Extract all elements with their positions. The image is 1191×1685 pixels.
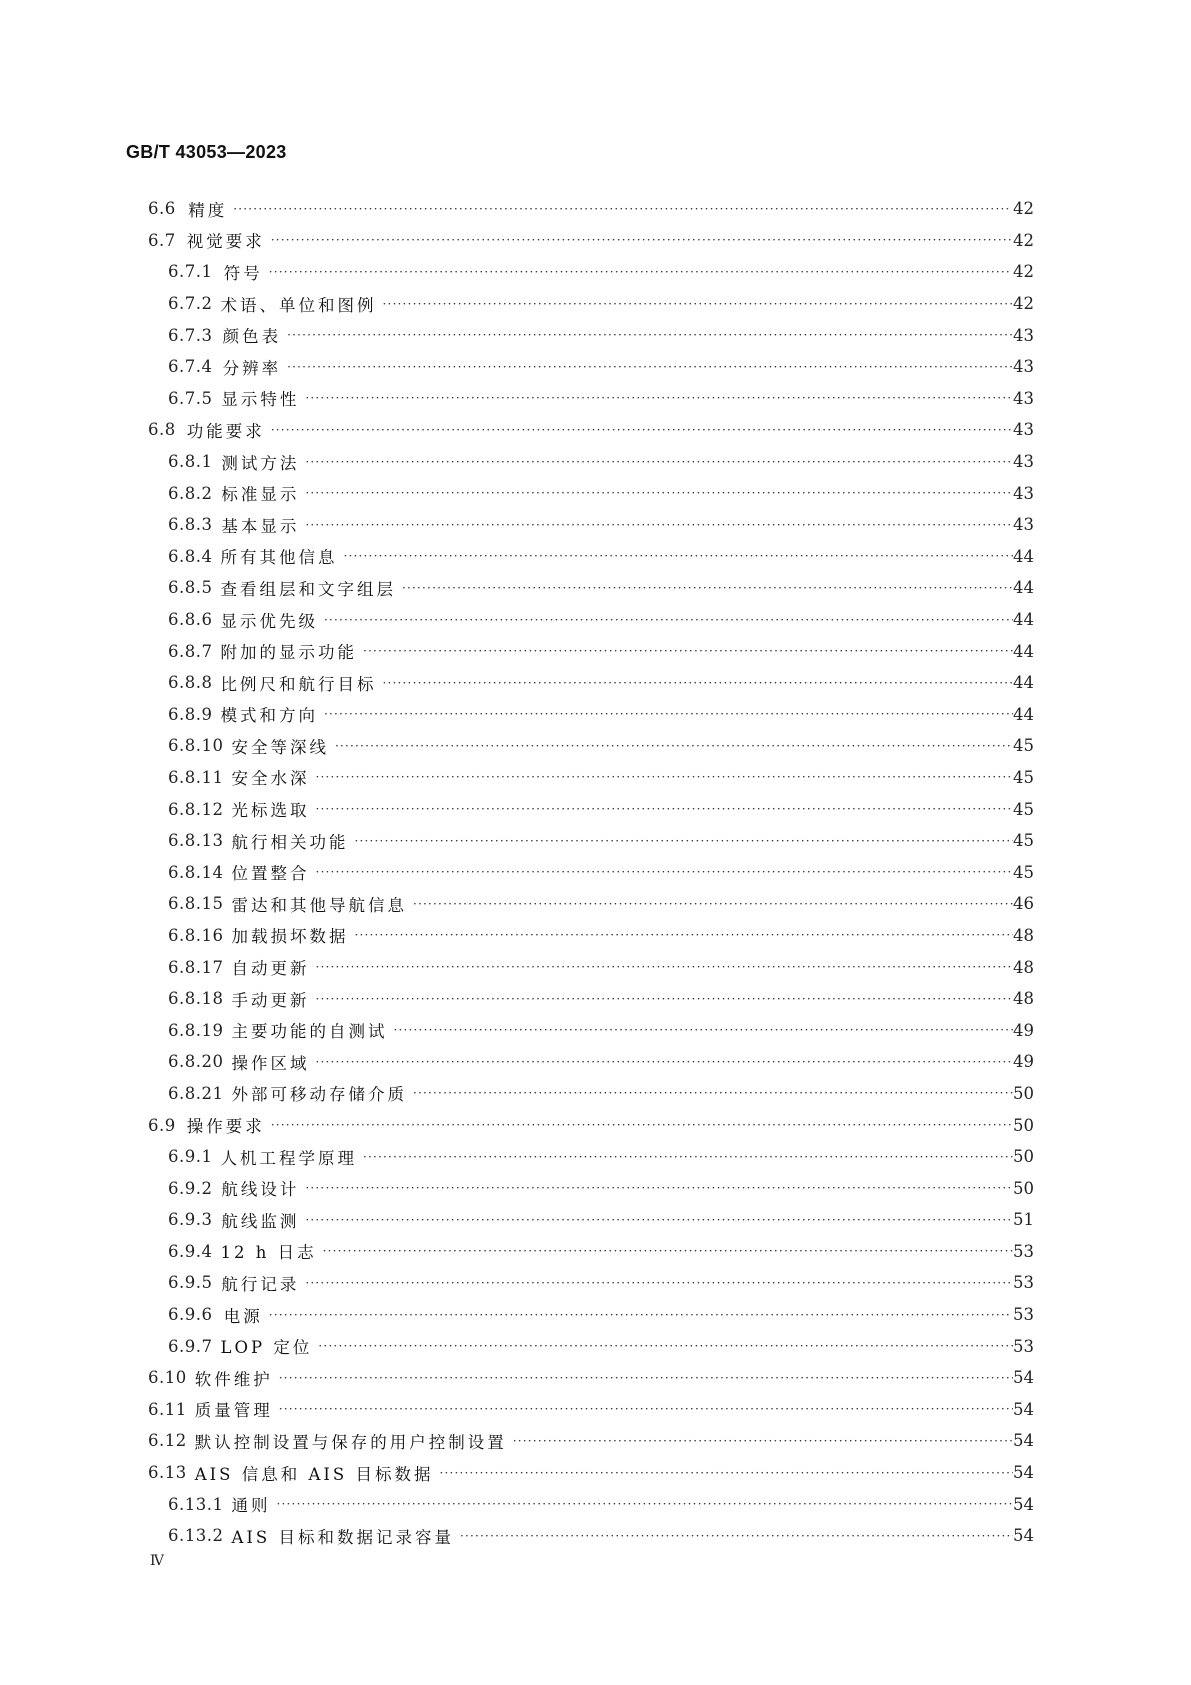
toc-entry-page: 44: [1013, 673, 1034, 693]
toc-entry-title: 精度: [188, 200, 228, 220]
toc-dot-leader: [267, 1309, 1013, 1321]
toc-dot-leader: [313, 961, 1013, 973]
toc-entry-title: 颜色表: [222, 327, 282, 347]
toc-dot-leader: [511, 1435, 1013, 1447]
toc-entry-page: 45: [1013, 736, 1034, 756]
toc-dot-leader: [352, 835, 1013, 847]
toc-entry-number: 6.8.14: [168, 862, 224, 882]
toc-entry-title: 手动更新: [231, 990, 310, 1010]
toc-dot-leader: [411, 1087, 1013, 1099]
toc-entry[interactable]: [0, 509, 1191, 541]
toc-entry-page: 53: [1013, 1273, 1034, 1293]
toc-entry-title: 所有其他信息: [220, 548, 338, 568]
toc-entry-title: AIS 信息和 AIS 目标数据: [194, 1464, 434, 1484]
toc-dot-leader: [313, 993, 1013, 1005]
toc-dot-leader: [341, 550, 1013, 562]
toc-dot-leader: [352, 929, 1013, 941]
toc-entry-title: AIS 目标和数据记录容量: [231, 1527, 454, 1547]
toc-entry-number: 6.7.2: [168, 294, 213, 314]
toc-entry-page: 45: [1013, 831, 1034, 851]
toc-dot-leader: [322, 614, 1013, 626]
toc-entry[interactable]: [0, 825, 1191, 857]
toc-dot-leader: [380, 677, 1013, 689]
toc-dot-leader: [269, 234, 1013, 246]
toc-entry-number: 6.9.6: [168, 1305, 213, 1325]
toc-entry-page: 44: [1013, 578, 1034, 598]
toc-entry-page: 42: [1012, 230, 1034, 250]
toc-entry-number: 6.8.9: [168, 704, 213, 724]
toc-dot-leader: [316, 1340, 1013, 1352]
toc-entry-page: 42: [1013, 262, 1034, 282]
toc-entry-number: 6.8.16: [168, 925, 224, 945]
toc-entry[interactable]: [0, 1046, 1191, 1078]
toc-entry[interactable]: [0, 1078, 1191, 1110]
toc-entry-number: 6.9.3: [168, 1210, 213, 1230]
toc-dot-leader: [277, 1372, 1013, 1384]
toc-entry-page: 45: [1013, 799, 1034, 819]
toc-entry-number: 6.13: [148, 1463, 187, 1483]
toc-entry-page: 46: [1013, 894, 1034, 914]
toc-entry-title: 视觉要求: [186, 232, 265, 252]
toc-entry-title: 标准显示: [221, 485, 300, 505]
toc-entry[interactable]: [0, 604, 1191, 636]
toc-entry-page: 42: [1013, 294, 1034, 314]
toc-entry[interactable]: [0, 951, 1191, 983]
toc-entry[interactable]: [0, 1520, 1191, 1552]
toc-entry-page: 42: [1013, 199, 1034, 219]
toc-dot-leader: [313, 771, 1013, 783]
toc-dot-leader: [437, 1467, 1013, 1479]
toc-entry-title: 主要功能的自测试: [231, 1022, 388, 1042]
toc-entry-number: 6.10: [148, 1368, 187, 1388]
toc-entry-page: 54: [1013, 1399, 1034, 1419]
toc-entry-number: 6.8.3: [168, 515, 213, 535]
toc-entry[interactable]: [0, 572, 1191, 604]
toc-dot-leader: [313, 803, 1013, 815]
toc-entry-title: 12 h 日志: [220, 1243, 317, 1263]
toc-entry-number: 6.7.3: [168, 325, 213, 345]
toc-dot-leader: [277, 1403, 1013, 1415]
toc-entry-title: 加载损坏数据: [231, 927, 349, 947]
document-code: GB/T 43053—2023: [126, 142, 287, 162]
toc-entry-page: 43: [1013, 483, 1034, 503]
toc-entry[interactable]: [0, 1457, 1191, 1489]
toc-entry-number: 6.8.2: [168, 483, 213, 503]
toc-entry-title: 自动更新: [231, 959, 310, 979]
toc-entry-number: 6.13.2: [168, 1526, 224, 1546]
toc-dot-leader: [400, 582, 1013, 594]
toc-entry-title: 航行相关功能: [231, 832, 349, 852]
toc-entry[interactable]: [0, 1141, 1191, 1173]
toc-entry-title: 外部可移动存储介质: [231, 1085, 407, 1105]
toc-entry[interactable]: [0, 1394, 1191, 1426]
toc-entry-title: 符号: [223, 263, 263, 283]
toc-entry-number: 6.9: [148, 1115, 176, 1135]
toc-dot-leader: [303, 487, 1013, 499]
toc-entry-page: 48: [1013, 989, 1034, 1009]
toc-dot-leader: [380, 298, 1013, 310]
toc-entry-title: 模式和方向: [220, 706, 318, 726]
toc-entry-title: 航线设计: [221, 1180, 300, 1200]
toc-entry-number: 6.12: [148, 1431, 187, 1451]
toc-entry-title: 查看组层和文字组层: [220, 579, 396, 599]
toc-entry-number: 6.8.1: [168, 452, 213, 472]
toc-entry[interactable]: [0, 793, 1191, 825]
toc-dot-leader: [269, 424, 1013, 436]
toc-entry[interactable]: [0, 414, 1191, 446]
toc-entry-number: 6.8.19: [168, 1020, 224, 1040]
toc-dot-leader: [411, 898, 1013, 910]
toc-entry-page: 53: [1013, 1336, 1034, 1356]
toc-entry-title: 电源: [223, 1306, 263, 1326]
toc-entry-title: 默认控制设置与保存的用户控制设置: [194, 1432, 507, 1452]
toc-entry-title: LOP 定位: [220, 1338, 313, 1358]
toc-entry-page: 43: [1012, 325, 1034, 345]
toc-entry-page: 48: [1013, 925, 1034, 945]
toc-entry[interactable]: [0, 1330, 1191, 1362]
toc-entry-number: 6.6: [148, 199, 176, 219]
toc-entry-page: 44: [1013, 641, 1034, 661]
toc-entry-title: 显示优先级: [220, 611, 318, 631]
toc-entry-title: 安全水深: [231, 769, 310, 789]
toc-entry-title: 测试方法: [221, 453, 300, 473]
toc-entry[interactable]: [0, 383, 1191, 415]
toc-dot-leader: [274, 1498, 1012, 1510]
toc-entry-title: 雷达和其他导航信息: [231, 895, 407, 915]
toc-entry-number: 6.8.8: [168, 673, 213, 693]
toc-entry[interactable]: [0, 667, 1191, 699]
toc-entry-page: 48: [1013, 957, 1034, 977]
toc-dot-leader: [303, 1182, 1013, 1194]
toc-dot-leader: [322, 708, 1013, 720]
toc-entry[interactable]: [0, 635, 1191, 667]
toc-dot-leader: [361, 1151, 1013, 1163]
toc-entry[interactable]: [0, 1362, 1191, 1394]
toc-dot-leader: [361, 645, 1013, 657]
toc-entry[interactable]: [0, 541, 1191, 573]
toc-entry[interactable]: [0, 1425, 1191, 1457]
toc-entry[interactable]: [0, 225, 1191, 257]
toc-dot-leader: [391, 1024, 1013, 1036]
toc-entry[interactable]: [0, 351, 1191, 383]
toc-dot-leader: [303, 456, 1013, 468]
toc-entry-number: 6.7: [148, 230, 176, 250]
toc-dot-leader: [303, 1214, 1013, 1226]
toc-entry[interactable]: [0, 730, 1191, 762]
toc-entry-title: 分辨率: [222, 358, 282, 378]
toc-entry-page: 44: [1013, 704, 1034, 724]
toc-entry-page: 44: [1013, 546, 1034, 566]
toc-entry-title: 基本显示: [221, 516, 300, 536]
toc-entry-page: 43: [1012, 420, 1034, 440]
toc-entry[interactable]: [0, 1172, 1191, 1204]
toc-entry-number: 6.9.4: [168, 1241, 213, 1261]
toc-entry-title: 附加的显示功能: [220, 643, 357, 663]
toc-entry-number: 6.8.18: [168, 989, 224, 1009]
toc-entry[interactable]: [0, 446, 1191, 478]
toc-entry-title: 功能要求: [186, 421, 265, 441]
toc-entry-title: 航线监测: [221, 1211, 300, 1231]
toc-entry-title: 操作区域: [231, 1053, 310, 1073]
toc-entry[interactable]: [0, 1267, 1191, 1299]
toc-entry-page: 54: [1013, 1431, 1034, 1451]
toc-entry-title: 安全等深线: [231, 737, 329, 757]
toc-dot-leader: [303, 392, 1013, 404]
toc-entry-page: 54: [1013, 1463, 1034, 1483]
table-of-contents: [0, 193, 1191, 1552]
toc-entry[interactable]: [0, 1488, 1191, 1520]
toc-entry-page: 51: [1013, 1210, 1034, 1230]
toc-entry[interactable]: [0, 699, 1191, 731]
toc-entry-page: 45: [1013, 862, 1034, 882]
toc-dot-leader: [285, 361, 1013, 373]
toc-entry-page: 54: [1013, 1494, 1034, 1514]
toc-entry[interactable]: [0, 1204, 1191, 1236]
toc-entry-page: 50: [1013, 1083, 1034, 1103]
toc-entry[interactable]: [0, 1014, 1191, 1046]
toc-entry-number: 6.8.20: [168, 1052, 224, 1072]
toc-entry-number: 6.8.4: [168, 546, 213, 566]
toc-entry-number: 6.11: [148, 1399, 187, 1419]
toc-dot-leader: [303, 1277, 1013, 1289]
toc-entry-page: 43: [1013, 515, 1034, 535]
toc-entry-number: 6.8.13: [168, 831, 224, 851]
toc-entry-title: 软件维护: [194, 1369, 273, 1389]
toc-entry[interactable]: [0, 856, 1191, 888]
toc-entry[interactable]: [0, 256, 1191, 288]
toc-entry-title: 航行记录: [221, 1274, 300, 1294]
toc-entry[interactable]: [0, 888, 1191, 920]
toc-entry-number: 6.9.7: [168, 1336, 213, 1356]
toc-dot-leader: [285, 329, 1013, 341]
toc-entry-number: 6.8.17: [168, 957, 224, 977]
toc-entry-number: 6.9.5: [168, 1273, 213, 1293]
toc-entry-number: 6.8.12: [168, 799, 224, 819]
toc-dot-leader: [313, 1056, 1013, 1068]
toc-entry[interactable]: [0, 920, 1191, 952]
page-number: Ⅳ: [150, 1553, 164, 1569]
toc-entry-title: 通则: [231, 1496, 271, 1516]
toc-entry[interactable]: [0, 762, 1191, 794]
toc-entry-page: 49: [1013, 1020, 1034, 1040]
toc-dot-leader: [231, 203, 1011, 215]
toc-entry[interactable]: [0, 288, 1191, 320]
toc-entry[interactable]: [0, 193, 1191, 225]
toc-entry-number: 6.8.10: [168, 736, 224, 756]
toc-entry-page: 54: [1013, 1526, 1034, 1546]
toc-entry-number: 6.8.6: [168, 610, 213, 630]
toc-entry-number: 6.8.11: [168, 767, 224, 787]
toc-entry[interactable]: [0, 983, 1191, 1015]
toc-entry-page: 43: [1013, 452, 1034, 472]
toc-entry-number: 6.7.4: [168, 357, 213, 377]
toc-entry-number: 6.9.1: [168, 1147, 213, 1167]
toc-entry-title: 人机工程学原理: [220, 1148, 357, 1168]
toc-entry-page: 50: [1013, 1147, 1034, 1167]
toc-entry-title: 比例尺和航行目标: [220, 674, 377, 694]
toc-entry-title: 光标选取: [231, 801, 310, 821]
toc-entry-number: 6.8: [148, 420, 176, 440]
toc-entry-page: 50: [1013, 1178, 1034, 1198]
toc-dot-leader: [267, 266, 1013, 278]
toc-entry-number: 6.8.5: [168, 578, 213, 598]
toc-entry[interactable]: [0, 477, 1191, 509]
toc-entry-title: 质量管理: [194, 1401, 273, 1421]
toc-entry-number: 6.9.2: [168, 1178, 213, 1198]
toc-entry-number: 6.8.7: [168, 641, 213, 661]
toc-entry-page: 53: [1013, 1305, 1034, 1325]
toc-entry-page: 43: [1013, 388, 1034, 408]
toc-entry-number: 6.8.15: [168, 894, 224, 914]
toc-dot-leader: [313, 866, 1013, 878]
toc-entry[interactable]: [0, 319, 1191, 351]
toc-entry-title: 显示特性: [221, 390, 300, 410]
toc-entry-number: 6.7.1: [168, 262, 213, 282]
toc-entry-page: 45: [1013, 767, 1034, 787]
toc-dot-leader: [303, 519, 1013, 531]
toc-entry-number: 6.7.5: [168, 388, 213, 408]
toc-entry-title: 位置整合: [231, 864, 310, 884]
toc-dot-leader: [333, 740, 1013, 752]
toc-entry[interactable]: [0, 1236, 1191, 1268]
toc-entry-page: 49: [1013, 1052, 1034, 1072]
toc-entry-title: 术语、单位和图例: [220, 295, 377, 315]
toc-entry-title: 操作要求: [186, 1117, 265, 1137]
toc-entry-page: 54: [1013, 1368, 1034, 1388]
toc-entry-page: 53: [1013, 1241, 1034, 1261]
toc-entry-number: 6.8.21: [168, 1083, 224, 1103]
toc-entry-page: 43: [1012, 357, 1034, 377]
toc-entry[interactable]: [0, 1109, 1191, 1141]
toc-entry-page: 44: [1013, 610, 1034, 630]
toc-dot-leader: [458, 1530, 1013, 1542]
toc-entry-page: 50: [1012, 1115, 1034, 1135]
toc-dot-leader: [269, 1119, 1013, 1131]
toc-dot-leader: [321, 1245, 1013, 1257]
toc-entry-number: 6.13.1: [168, 1494, 224, 1514]
toc-entry[interactable]: [0, 1299, 1191, 1331]
